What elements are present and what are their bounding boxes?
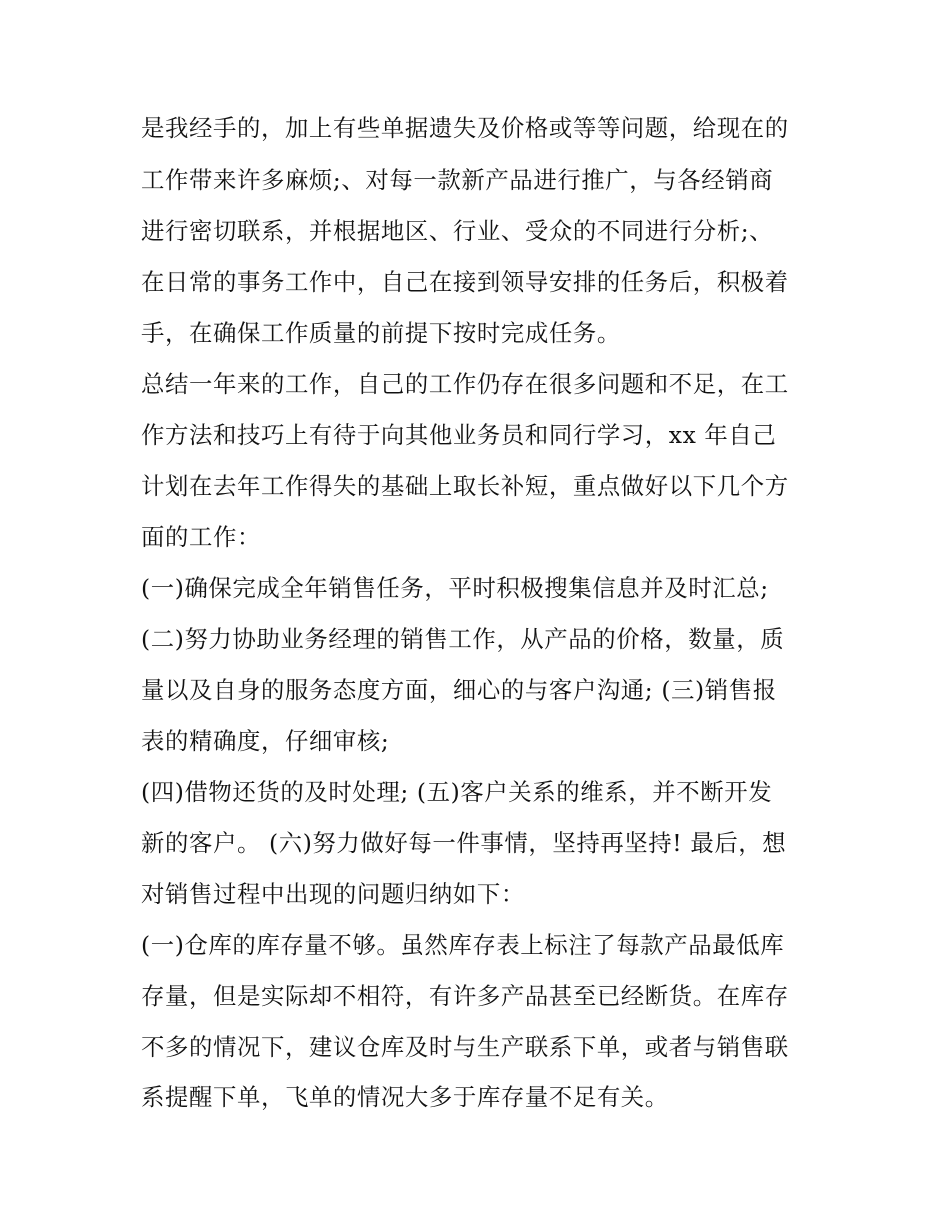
text-line: 系提醒下单，飞单的情况大多于库存量不足有关。 bbox=[141, 1083, 669, 1111]
text-line: 进行密切联系，并根据地区、行业、受众的不同进行分析;、 bbox=[141, 217, 774, 245]
text-line: 面的工作： bbox=[141, 523, 261, 551]
text-line: 计划在去年工作得失的基础上取长补短，重点做好以下几个方 bbox=[141, 472, 789, 500]
text-line: 在日常的事务工作中，自己在接到领导安排的任务后，积极着 bbox=[141, 268, 789, 296]
text-line: 工作带来许多麻烦;、对每一款新产品进行推广，与各经销商 bbox=[141, 166, 774, 194]
text-line: (二)努力协助业务经理的销售工作，从产品的价格，数量，质 bbox=[141, 625, 785, 653]
text-line: 作方法和技巧上有待于向其他业务员和同行学习，xx 年自己 bbox=[141, 421, 777, 449]
text-line: (四)借物还货的及时处理; (五)客户关系的维系，并不断开发 bbox=[141, 778, 773, 806]
text-line: 是我经手的，加上有些单据遗失及价格或等等问题，给现在的 bbox=[141, 114, 789, 142]
text-line: (一)确保完成全年销售任务，平时积极搜集信息并及时汇总; bbox=[141, 574, 769, 602]
text-line: 存量，但是实际却不相符，有许多产品甚至已经断货。在库存 bbox=[141, 982, 789, 1010]
text-line: 总结一年来的工作，自己的工作仍存在很多问题和不足，在工 bbox=[141, 370, 789, 398]
text-line: 不多的情况下，建议仓库及时与生产联系下单，或者与销售联 bbox=[141, 1033, 789, 1061]
text-line: 对销售过程中出现的问题归纳如下： bbox=[141, 880, 525, 908]
text-line: 量以及自身的服务态度方面，细心的与客户沟通; (三)销售报 bbox=[141, 676, 777, 704]
text-line: 表的精确度，仔细审核; bbox=[141, 727, 390, 755]
text-line: 手，在确保工作质量的前提下按时完成任务。 bbox=[141, 319, 621, 347]
text-line: (一)仓库的库存量不够。虽然库存表上标注了每款产品最低库 bbox=[141, 931, 785, 959]
text-line: 新的客户。 (六)努力做好每一件事情，坚持再坚持! 最后，想 bbox=[141, 829, 787, 857]
